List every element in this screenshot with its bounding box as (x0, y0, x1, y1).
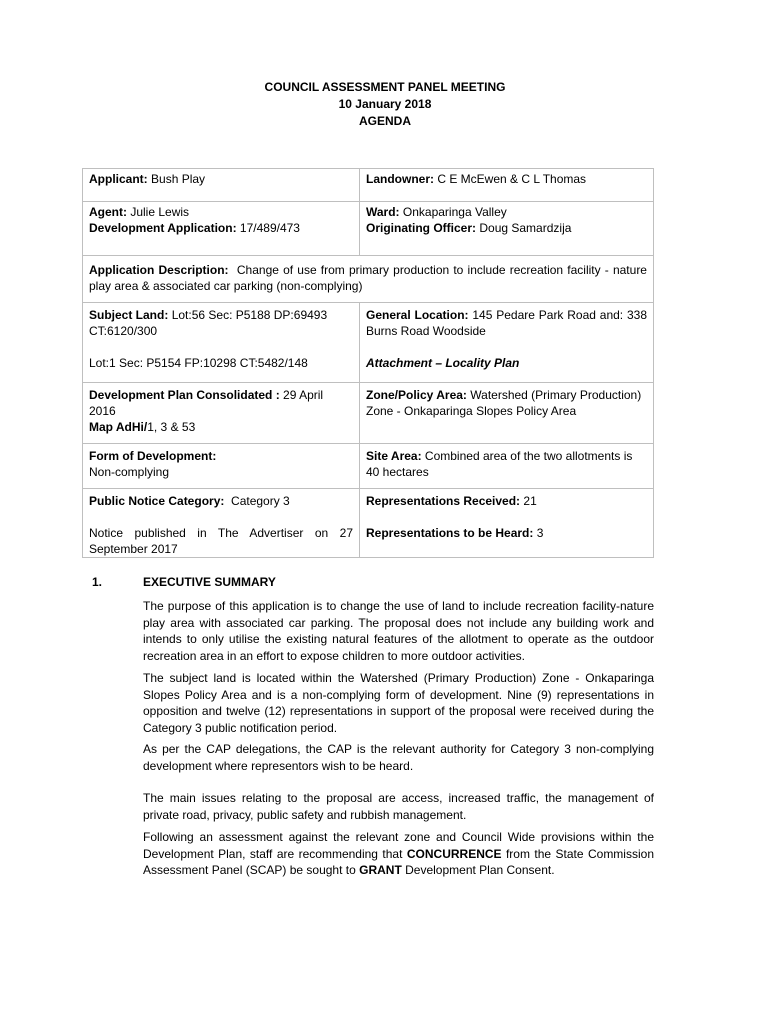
subject-land-cell: Subject Land: Lot:56 Sec: P5188 DP:69493 CT:6120/300 Lot:1 Sec: P5154 FP:10298 CT:5482/148 (83, 303, 360, 383)
site-area-cell: Site Area: Combined area of the two allotments is 40 hectares (360, 444, 654, 489)
applicant-cell: Applicant: Bush Play (83, 169, 360, 202)
application-details-table (82, 168, 654, 558)
agenda-heading: AGENDA (358, 114, 411, 128)
general-location-cell: General Location: 145 Pedare Park Road and: 338 Burns Road Woodside Attachment – Locality Plan (360, 303, 654, 383)
summary-paragraph-2: The subject land is located within the Watershed (Primary Production) Zone - Onkaparinga Slopes Policy Area and is a non-complying form of development. Nine (9) representations in opposition and twelve (12) representations in support of the proposal were received during the Category 3 public notification period. (143, 671, 654, 735)
form-of-development-cell: Form of Development: Non-complying (83, 444, 360, 489)
landowner-cell: Landowner: C E McEwen & C L Thomas (360, 169, 654, 202)
public-notice-cell: Public Notice Category: Category 3 Notice published in The Advertiser on 27 September 2017 (83, 489, 360, 558)
agent-devapp-cell: Agent: Julie Lewis Development Application: 17/489/473 (83, 202, 360, 256)
meeting-title: COUNCIL ASSESSMENT PANEL MEETING (264, 80, 506, 94)
zone-policy-cell: Zone/Policy Area: Watershed (Primary Production) Zone - Onkaparinga Slopes Policy Area (360, 383, 654, 444)
summary-paragraph-5: Following an assessment against the relevant zone and Council Wide provisions within the Development Plan, staff are recommending that CONCURRENCE from the State Commission Assessment Panel (SCAP) be sought to GRANT Development Plan Consent. (143, 830, 654, 877)
development-plan-cell: Development Plan Consolidated : 29 April 2016 Map AdHi/1, 3 & 53 (83, 383, 360, 444)
meeting-date: 10 January 2018 (338, 97, 432, 111)
ward-officer-cell: Ward: Onkaparinga Valley Originating Officer: Doug Samardzija (360, 202, 654, 256)
section-number: 1. (92, 575, 103, 589)
summary-paragraph-3: As per the CAP delegations, the CAP is the relevant authority for Category 3 non-complying development where representors wish to be heard. (143, 742, 654, 773)
summary-paragraph-1: The purpose of this application is to change the use of land to include recreation facility-nature play area with associated car parking. The proposal does not include any building work and intends to only utilise the existing natural features of the allotment to operate as the outdoor recreation area in an effort to expose children to more outdoor activities. (143, 599, 654, 663)
attachment-reference: Attachment – Locality Plan (366, 356, 520, 370)
summary-paragraph-4: The main issues relating to the proposal are access, increased traffic, the management of private road, privacy, public safety and rubbish management. (143, 791, 654, 822)
representations-cell: Representations Received: 21 Representations to be Heard: 3 (360, 489, 654, 558)
application-description-cell: Application Description: Change of use from primary production to include recreation facility - nature play area & associated car parking (non-complying) (83, 256, 654, 303)
section-title: EXECUTIVE SUMMARY (143, 575, 276, 589)
